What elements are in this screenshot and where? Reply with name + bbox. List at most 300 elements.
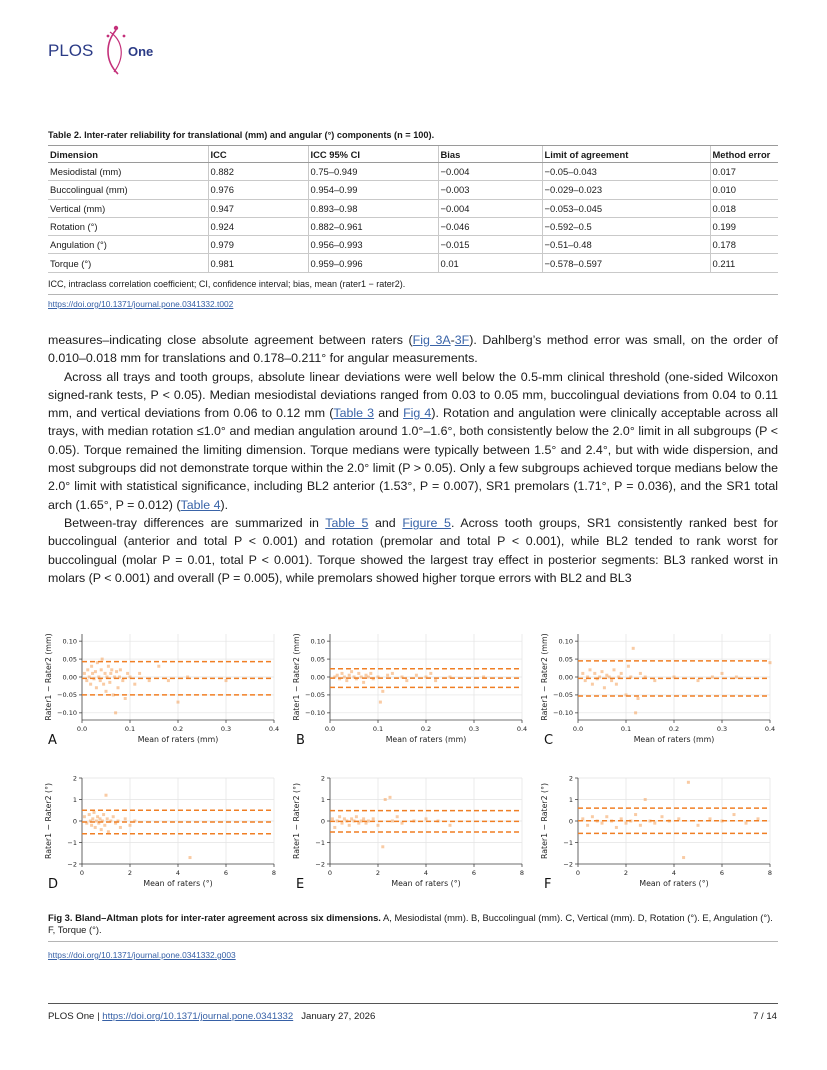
- data-point: [389, 796, 392, 799]
- figure-caption-text: A, Mesiodistal (mm). B, Buccolingual (mm). C, Vertical (mm). D, Rotation (°). E, Angulation (°). F, Torque (°).: [48, 912, 773, 935]
- x-tick-label: 4: [175, 869, 181, 877]
- data-point: [711, 676, 714, 679]
- data-point: [341, 822, 344, 825]
- data-point: [85, 679, 88, 682]
- data-point: [601, 670, 604, 673]
- x-tick-label: 6: [471, 869, 477, 877]
- x-tick-label: 0.3: [468, 725, 480, 733]
- table-cell: −0.004: [438, 163, 542, 181]
- footer-journal: PLOS One: [48, 1011, 95, 1022]
- cross-reference-link[interactable]: Fig 4: [403, 406, 432, 421]
- data-point: [429, 672, 432, 675]
- y-tick-label: −2: [563, 860, 573, 869]
- table-row: [48, 217, 778, 235]
- data-point: [401, 822, 404, 825]
- data-point: [331, 817, 334, 820]
- page-number: 7 / 14: [752, 1011, 777, 1022]
- figure-caption: [48, 912, 778, 936]
- data-point: [115, 670, 118, 673]
- data-point: [103, 824, 106, 827]
- data-point: [677, 817, 680, 820]
- data-point: [121, 679, 124, 682]
- text-run: ). Rotation and angulation were clinically acceptable across all trays, with median rotation ≤1.0° and median angulation around 1.0°–1.6°, both consistently below the 2.0° limit in all subgroups (P < 0.05). Torque remained the limiting dimension. Torque medians were typically between 1.5° and 2.4°, but with wide dispersion, and most subgroups did not demonstrate torque within the 2.0° limit (P > 0.05). Only a few subgroups achieved torque medians below the 2.0° limit with statistical significance, including BL2 anterior (1.53°, P = 0.007), SR1 premolars (1.71°, P = 0.036), and the SR1 total arch (1.65°, P = 0.012) (: [48, 406, 779, 512]
- data-point: [687, 781, 690, 784]
- data-point: [225, 679, 228, 682]
- column-header: ICC: [208, 146, 308, 163]
- y-tick-label: 1: [320, 795, 325, 804]
- y-tick-label: −1: [67, 838, 77, 847]
- x-tick-label: 0.3: [716, 725, 728, 733]
- figure-caption-title: Fig 3. Bland–Altman plots for inter-rater agreement across six dimensions.: [48, 912, 381, 923]
- text-run: -: [450, 333, 455, 347]
- paragraph: [48, 514, 778, 587]
- data-point: [343, 676, 346, 679]
- table-cell: 0.956–0.993: [308, 236, 438, 254]
- table-cell: Vertical (mm): [48, 199, 208, 217]
- table-cell: 0.976: [208, 181, 308, 199]
- data-point: [709, 817, 712, 820]
- logo-subtext: One: [128, 44, 154, 59]
- table-caption: Table 2. Inter-rater reliability for translational (mm) and angular (°) components (n = 100).: [48, 130, 435, 140]
- data-point: [99, 679, 102, 682]
- x-tick-label: 0.3: [220, 725, 232, 733]
- data-point: [615, 683, 618, 686]
- y-tick-label: 0.00: [558, 673, 573, 682]
- data-point: [384, 798, 387, 801]
- data-point: [105, 794, 108, 797]
- data-point: [620, 817, 623, 820]
- data-point: [119, 826, 122, 829]
- panel-label: C: [544, 733, 554, 748]
- data-point: [637, 697, 640, 700]
- data-point: [177, 701, 180, 704]
- data-point: [391, 672, 394, 675]
- data-point: [625, 822, 628, 825]
- body-text: [48, 331, 778, 587]
- table-cell: −0.046: [438, 217, 542, 235]
- data-point: [449, 824, 452, 827]
- data-point: [367, 676, 370, 679]
- table-cell: Buccolingual (mm): [48, 181, 208, 199]
- table-cell: 0.882–0.961: [308, 217, 438, 235]
- footer-citation: [48, 1011, 375, 1022]
- data-point: [372, 817, 375, 820]
- data-point: [105, 690, 108, 693]
- table-cell: 0.01: [438, 254, 542, 272]
- table-cell: Mesiodistal (mm): [48, 163, 208, 181]
- data-point: [355, 815, 358, 818]
- x-tick-label: 0.2: [172, 725, 184, 733]
- cross-reference-link[interactable]: Fig 3A: [412, 333, 451, 347]
- table-header-row: [48, 146, 778, 163]
- data-point: [106, 817, 109, 820]
- data-point: [634, 711, 637, 714]
- y-tick-label: 0.10: [558, 637, 573, 646]
- x-tick-label: 8: [767, 869, 773, 877]
- y-tick-label: −1: [563, 838, 573, 847]
- table-doi-link[interactable]: https://doi.org/10.1371/journal.pone.0341332.t002: [48, 299, 234, 309]
- chart-panel-B: [292, 633, 527, 748]
- table-cell: −0.578–0.597: [542, 254, 710, 272]
- bland-altman-figure: [40, 628, 785, 906]
- data-point: [377, 824, 380, 827]
- paragraph: [48, 331, 778, 368]
- footer-doi-link[interactable]: https://doi.org/10.1371/journal.pone.0341332: [102, 1011, 294, 1022]
- data-point: [639, 672, 642, 675]
- data-point: [333, 826, 336, 829]
- footer-divider: [48, 1003, 778, 1004]
- data-point: [107, 830, 110, 833]
- x-tick-label: 0.0: [572, 725, 584, 733]
- data-point: [119, 668, 122, 671]
- data-point: [745, 822, 748, 825]
- data-point: [415, 674, 418, 677]
- data-point: [104, 672, 107, 675]
- data-point: [348, 824, 351, 827]
- footer-date: January 27, 2026: [301, 1011, 376, 1022]
- y-tick-label: −2: [315, 860, 325, 869]
- table-row: [48, 254, 778, 272]
- data-point: [126, 672, 129, 675]
- x-tick-label: 8: [519, 869, 525, 877]
- x-tick-label: 6: [719, 869, 725, 877]
- table-cell: 0.882: [208, 163, 308, 181]
- data-point: [721, 672, 724, 675]
- paragraph: [48, 368, 778, 514]
- x-tick-label: 0: [327, 869, 333, 877]
- data-point: [589, 668, 592, 671]
- table-cell: Angulation (°): [48, 236, 208, 254]
- cross-reference-link[interactable]: Figure 5: [402, 515, 451, 530]
- data-point: [133, 683, 136, 686]
- data-point: [83, 672, 86, 675]
- table-cell: −0.592–0.5: [542, 217, 710, 235]
- table-cell: Torque (°): [48, 254, 208, 272]
- y-axis-label: Rater1 − Rater2 (°): [44, 782, 53, 860]
- table-cell: 0.017: [710, 163, 778, 181]
- cross-reference-link[interactable]: Table 3: [333, 406, 375, 421]
- data-point: [108, 681, 111, 684]
- text-run: and: [374, 406, 404, 421]
- data-point: [357, 672, 360, 675]
- y-tick-label: 0.10: [310, 637, 325, 646]
- table-cell: −0.003: [438, 181, 542, 199]
- data-point: [697, 679, 700, 682]
- data-point: [644, 798, 647, 801]
- data-point: [189, 856, 192, 859]
- table-cell: −0.053–0.045: [542, 199, 710, 217]
- plos-one-logo: [46, 22, 166, 82]
- data-point: [350, 670, 353, 673]
- data-point: [112, 815, 115, 818]
- data-point: [757, 817, 760, 820]
- data-point: [114, 711, 117, 714]
- data-point: [91, 817, 94, 820]
- data-point: [615, 826, 618, 829]
- data-point: [117, 686, 120, 689]
- x-tick-label: 0.4: [516, 725, 528, 733]
- data-point: [620, 672, 623, 675]
- data-point: [124, 697, 127, 700]
- panel-label: B: [296, 733, 305, 748]
- data-point: [391, 820, 394, 823]
- text-run: ).: [220, 497, 229, 512]
- data-point: [396, 815, 399, 818]
- y-tick-label: −0.10: [553, 709, 573, 718]
- y-tick-label: −1: [315, 838, 325, 847]
- x-tick-label: 8: [271, 869, 277, 877]
- table-cell: 0.924: [208, 217, 308, 235]
- text-run: and: [368, 515, 403, 530]
- data-point: [369, 672, 372, 675]
- data-point: [425, 817, 428, 820]
- x-tick-label: 2: [623, 869, 629, 877]
- data-point: [405, 679, 408, 682]
- column-header: ICC 95% CI: [308, 146, 438, 163]
- chart-panel-D: [44, 774, 276, 892]
- data-point: [336, 674, 339, 677]
- x-axis-label: Mean of raters (°): [639, 879, 709, 888]
- text-run: Between-tray differences are summarized in: [64, 515, 326, 530]
- divider: [48, 941, 778, 942]
- data-point: [94, 826, 97, 829]
- y-tick-label: 2: [72, 774, 77, 783]
- text-run: Across all trays and tooth groups, absolute linear deviations were well below the 0.5-mm clinical threshold (one-sided Wilcoxon signed-rank tests, P < 0.05). Median mesiodistal deviations ranged from 0.03 to 0.05 mm, buccolingual deviations from 0.04 to 0.11 mm, and vertical deviations from 0.06 to 0.12 mm (: [48, 369, 778, 421]
- data-point: [90, 824, 93, 827]
- table-row: [48, 163, 778, 181]
- x-tick-label: 0.0: [324, 725, 336, 733]
- data-point: [362, 817, 365, 820]
- data-point: [386, 674, 389, 677]
- x-axis-label: Mean of raters (mm): [633, 735, 715, 744]
- x-axis-label: Mean of raters (°): [143, 879, 213, 888]
- data-point: [101, 658, 104, 661]
- data-point: [605, 815, 608, 818]
- figure-doi-link[interactable]: https://doi.org/10.1371/journal.pone.0341332.g003: [48, 950, 236, 960]
- y-axis-label: Rater1 − Rater2 (mm): [540, 633, 549, 721]
- divider: [48, 294, 778, 295]
- table-cell: −0.05–0.043: [542, 163, 710, 181]
- x-tick-label: 0.1: [124, 725, 136, 733]
- y-axis-label: Rater1 − Rater2 (°): [540, 782, 549, 860]
- logo-text: PLOS: [48, 41, 94, 60]
- data-point: [661, 815, 664, 818]
- column-header: Dimension: [48, 146, 208, 163]
- table-cell: −0.004: [438, 199, 542, 217]
- data-point: [610, 679, 613, 682]
- x-tick-label: 0.2: [420, 725, 432, 733]
- y-axis-label: Rater1 − Rater2 (mm): [292, 633, 301, 721]
- footer-separator: |: [94, 1011, 103, 1022]
- y-tick-label: −0.10: [305, 709, 325, 718]
- x-tick-label: 6: [223, 869, 229, 877]
- data-point: [381, 690, 384, 693]
- data-point: [110, 668, 113, 671]
- data-point: [102, 683, 105, 686]
- x-tick-label: 2: [127, 869, 133, 877]
- y-tick-label: −0.05: [57, 691, 77, 700]
- table-cell: Rotation (°): [48, 217, 208, 235]
- y-axis-label: Rater1 − Rater2 (mm): [44, 633, 53, 721]
- x-tick-label: 0.4: [764, 725, 776, 733]
- table-row: [48, 236, 778, 254]
- table-cell: 0.211: [710, 254, 778, 272]
- data-point: [348, 674, 351, 677]
- y-tick-label: 0.05: [62, 655, 77, 664]
- table-cell: 0.75–0.949: [308, 163, 438, 181]
- x-tick-label: 0.2: [668, 725, 680, 733]
- data-point: [93, 811, 96, 814]
- data-point: [581, 817, 584, 820]
- x-tick-label: 0: [79, 869, 85, 877]
- data-point: [381, 845, 384, 848]
- data-point: [100, 828, 103, 831]
- data-point: [379, 701, 382, 704]
- y-tick-label: 1: [568, 795, 573, 804]
- table-cell: −0.51–0.48: [542, 236, 710, 254]
- data-point: [591, 683, 594, 686]
- y-tick-label: 0.05: [558, 655, 573, 664]
- y-tick-label: 0.10: [62, 637, 77, 646]
- x-tick-label: 4: [423, 869, 429, 877]
- table-cell: 0.199: [710, 217, 778, 235]
- cross-reference-link[interactable]: 3F: [454, 333, 470, 347]
- panel-label: D: [48, 877, 59, 892]
- table-cell: 0.981: [208, 254, 308, 272]
- x-tick-label: 0: [575, 869, 581, 877]
- data-point: [593, 672, 596, 675]
- data-point: [89, 683, 92, 686]
- x-tick-label: 2: [375, 869, 381, 877]
- data-point: [345, 679, 348, 682]
- data-point: [367, 820, 370, 823]
- y-tick-label: 0: [320, 817, 325, 826]
- y-tick-label: 2: [320, 774, 325, 783]
- data-point: [586, 824, 589, 827]
- data-point: [107, 665, 110, 668]
- table-cell: 0.010: [710, 181, 778, 199]
- table-container: [48, 145, 778, 273]
- table-cell: 0.893–0.98: [308, 199, 438, 217]
- y-tick-label: 0: [568, 817, 573, 826]
- table-note: ICC, intraclass correlation coefficient; CI, confidence interval; bias, mean (rater1 − rater2).: [48, 279, 406, 289]
- y-tick-label: −0.10: [57, 709, 77, 718]
- data-point: [109, 672, 112, 675]
- data-point: [338, 815, 341, 818]
- data-point: [434, 679, 437, 682]
- data-point: [102, 813, 105, 816]
- chart-panel-F: [540, 774, 772, 892]
- data-point: [591, 815, 594, 818]
- data-point: [581, 672, 584, 675]
- data-point: [769, 661, 772, 664]
- chart-panel-A: [44, 633, 279, 748]
- panel-label: F: [544, 877, 552, 892]
- table-cell: −0.029–0.023: [542, 181, 710, 199]
- text-run: . Across tooth groups, SR1 consistently ranked best for buccolingual (anterior and total P < 0.001) and rotation (premolar and total P < 0.001), while BL2 tended to rank worst for buccolingual (molar P = 0.01, total P < 0.001). Torque showed the largest tray effect in posterior segments: BL3 ranked worst in molars (P < 0.001) and overall (P = 0.005), while premolars showed higher torque errors with BL2 and BL3: [48, 515, 778, 585]
- column-header: Limit of agreement: [542, 146, 710, 163]
- y-tick-label: −0.05: [553, 691, 573, 700]
- data-point: [124, 817, 127, 820]
- column-header: Method error: [710, 146, 778, 163]
- data-point: [735, 676, 738, 679]
- table-cell: 0.018: [710, 199, 778, 217]
- data-point: [627, 665, 630, 668]
- panel-label: E: [296, 877, 305, 892]
- x-axis-label: Mean of raters (mm): [137, 735, 219, 744]
- y-tick-label: 0.05: [310, 655, 325, 664]
- x-axis-label: Mean of raters (mm): [385, 735, 467, 744]
- chart-panel-C: [540, 633, 775, 748]
- data-point: [138, 672, 141, 675]
- data-point: [341, 672, 344, 675]
- table-cell: −0.015: [438, 236, 542, 254]
- cross-reference-link[interactable]: Table 4: [180, 497, 221, 512]
- table-row: [48, 199, 778, 217]
- y-tick-label: 0.00: [62, 673, 77, 682]
- data-point: [148, 679, 151, 682]
- data-point: [90, 665, 93, 668]
- data-point: [83, 815, 86, 818]
- data-point: [94, 670, 97, 673]
- chart-panel-E: [292, 774, 524, 892]
- table-cell: 0.979: [208, 236, 308, 254]
- data-point: [613, 668, 616, 671]
- data-point: [634, 813, 637, 816]
- x-tick-label: 0.1: [372, 725, 384, 733]
- panel-label: A: [48, 733, 57, 748]
- x-tick-label: 0.0: [76, 725, 88, 733]
- column-header: Bias: [438, 146, 542, 163]
- reliability-table: [48, 145, 778, 273]
- y-axis-label: Rater1 − Rater2 (°): [292, 782, 301, 860]
- x-tick-label: 4: [671, 869, 677, 877]
- data-point: [95, 686, 98, 689]
- data-point: [100, 668, 103, 671]
- data-point: [653, 822, 656, 825]
- text-run: ). Dahlberg’s method error was small, on the order of 0.010–0.018 mm for translations and 0.178–0.211° for angular measurements.: [48, 333, 778, 366]
- text-run: measures–indicating close absolute agreement between raters (: [48, 333, 413, 347]
- x-tick-label: 0.4: [268, 725, 280, 733]
- data-point: [603, 686, 606, 689]
- y-tick-label: 2: [568, 774, 573, 783]
- y-tick-label: 1: [72, 795, 77, 804]
- data-point: [86, 668, 89, 671]
- x-tick-label: 0.1: [620, 725, 632, 733]
- data-point: [632, 647, 635, 650]
- data-point: [584, 679, 587, 682]
- data-point: [167, 679, 170, 682]
- cross-reference-link[interactable]: Table 5: [325, 515, 369, 530]
- y-tick-label: −0.05: [305, 691, 325, 700]
- y-tick-label: 0: [72, 817, 77, 826]
- logo-mark-icon: [107, 26, 126, 74]
- y-tick-label: 0.00: [310, 673, 325, 682]
- x-axis-label: Mean of raters (°): [391, 879, 461, 888]
- data-point: [639, 824, 642, 827]
- data-point: [697, 824, 700, 827]
- table-cell: 0.947: [208, 199, 308, 217]
- table-cell: 0.178: [710, 236, 778, 254]
- data-point: [601, 822, 604, 825]
- data-point: [157, 665, 160, 668]
- data-point: [88, 813, 91, 816]
- table-row: [48, 181, 778, 199]
- data-point: [91, 672, 94, 675]
- data-point: [653, 679, 656, 682]
- table-cell: 0.959–0.996: [308, 254, 438, 272]
- y-tick-label: −2: [67, 860, 77, 869]
